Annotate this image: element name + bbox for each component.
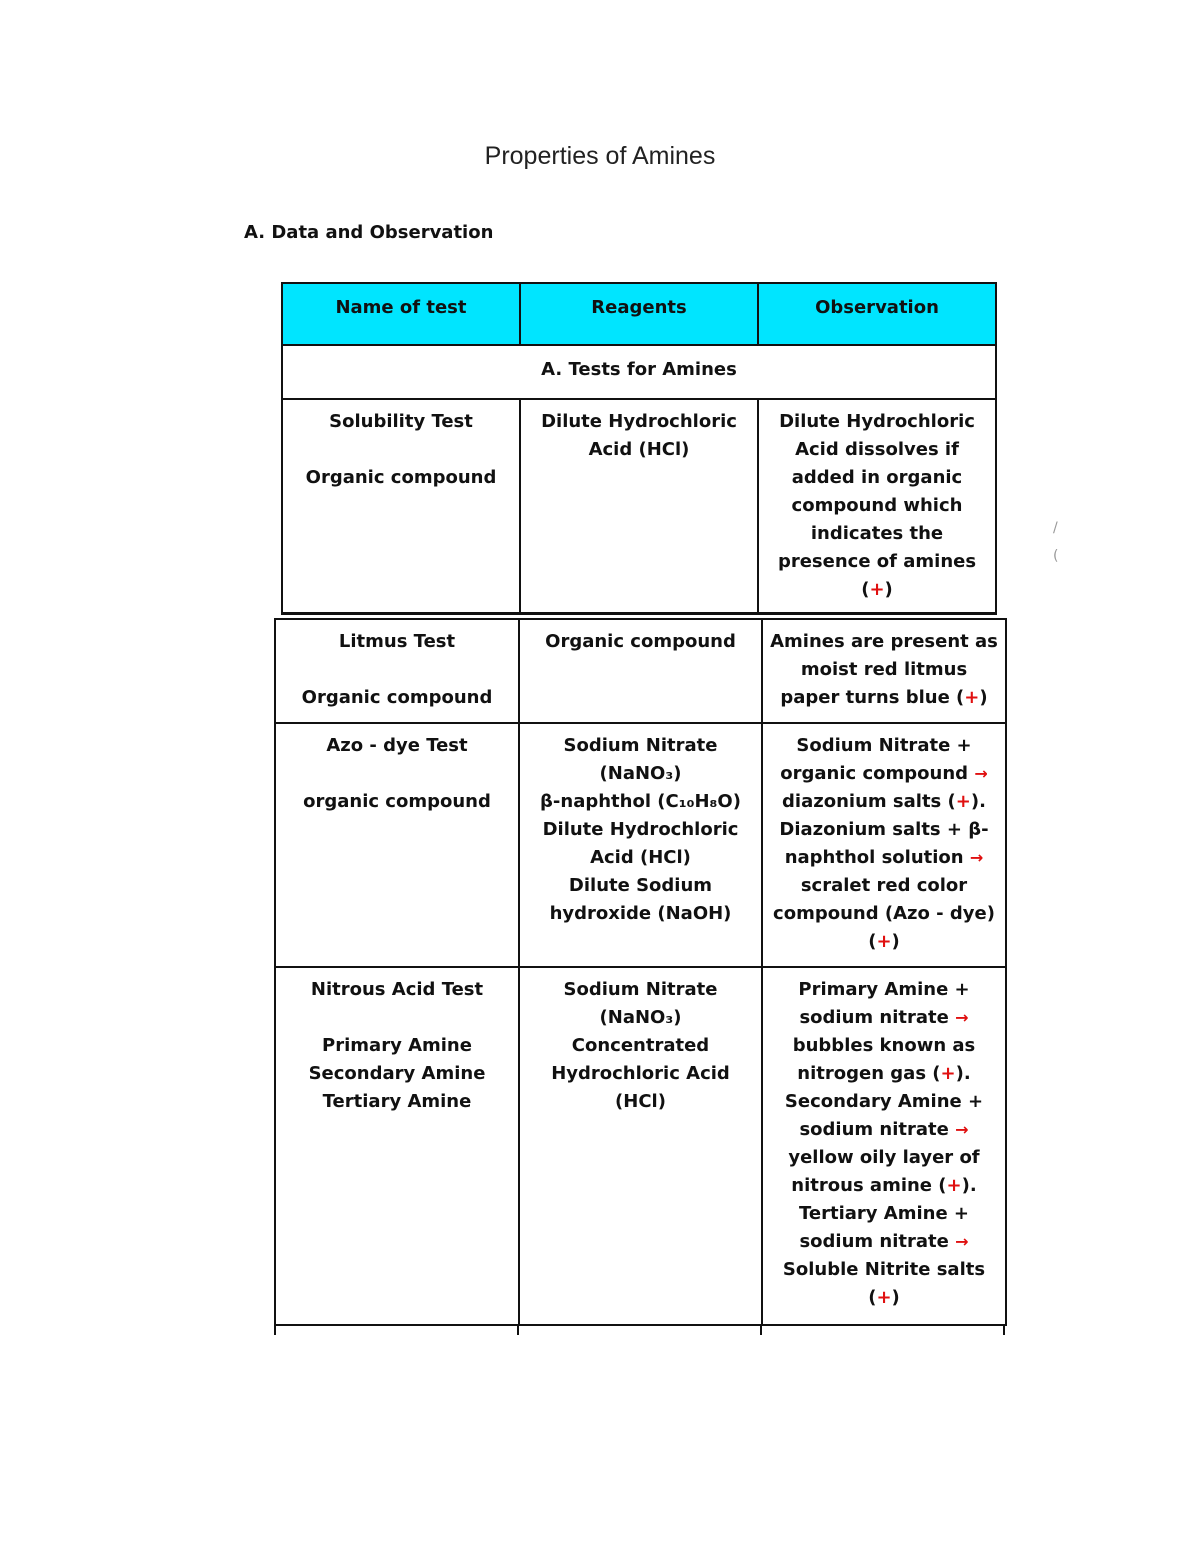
observation-text: Amines are present as moist red litmus paper turns blue ( — [770, 631, 998, 708]
test-name: Nitrous Acid Test — [310, 979, 484, 1000]
table-continuation-line — [517, 1325, 519, 1335]
arrow-icon: → — [955, 1008, 969, 1027]
table-continuation-line — [1003, 1325, 1005, 1335]
tests-table-body — [274, 618, 1007, 1326]
header-row — [282, 283, 996, 345]
table-row-solubility — [282, 399, 996, 614]
test-name-cell — [275, 619, 519, 723]
test-name: Solubility Test — [329, 411, 473, 432]
tests-table-header — [281, 282, 997, 615]
sample-name: Primary Amine — [322, 1035, 472, 1056]
positive-sign: + — [955, 791, 971, 812]
test-name: Azo - dye Test — [326, 735, 468, 756]
test-name-cell — [275, 723, 519, 967]
test-name-cell — [275, 967, 519, 1325]
reagent-item: Sodium Nitrate (NaNO₃) — [563, 979, 718, 1028]
subheader-row — [282, 345, 996, 399]
positive-sign: + — [964, 687, 980, 708]
reagent-item: β-naphthol (C₁₀H₈O) — [540, 791, 741, 812]
header-observation: Observation — [758, 283, 996, 345]
observation-cell: Primary Amine + sodium nitrate → bubbles known as nitrogen gas (+). Secondary Amine + sodium nitrate → yellow oily layer of nitrous amine (+). Tertiary Amine + sodium nitrate → Soluble Nitrite salts (+) — [762, 967, 1006, 1325]
positive-sign: + — [869, 579, 885, 600]
reagents-cell: Dilute Hydrochloric Acid (HCl) — [520, 399, 758, 614]
reagents-cell — [519, 967, 762, 1325]
table-continuation-line — [760, 1325, 762, 1335]
table-row-nitrous — [275, 967, 1006, 1325]
positive-sign: + — [946, 1175, 962, 1196]
page-title: Properties of Amines — [484, 142, 716, 170]
test-name: Litmus Test — [338, 631, 456, 652]
positive-sign: + — [876, 931, 892, 952]
reagent-item: Sodium Nitrate (NaNO₃) — [563, 735, 718, 784]
sample-name: Organic compound — [301, 687, 493, 708]
table-row-litmus — [275, 619, 1006, 723]
observation-cell: Sodium Nitrate + organic compound → diazonium salts (+). Diazonium salts + β-naphthol solution → scralet red color compound (Azo - dye) (+) — [762, 723, 1006, 967]
observation-text: Dilute Hydrochloric Acid dissolves if added in organic compound which indicates the presence of amines ( — [777, 411, 977, 600]
reagents-cell — [519, 723, 762, 967]
observation-cell — [762, 619, 1006, 723]
subheader-tests-for-amines: A. Tests for Amines — [282, 345, 996, 399]
sample-name: Tertiary Amine — [322, 1091, 472, 1112]
reagents-cell: Organic compound — [519, 619, 762, 723]
table-continuation-line — [274, 1325, 276, 1335]
observation-end: ) — [979, 687, 988, 708]
arrow-icon: → — [955, 1232, 969, 1251]
positive-sign: + — [876, 1287, 892, 1308]
header-name-of-test: Name of test — [282, 283, 520, 345]
header-reagents: Reagents — [520, 283, 758, 345]
reagent-item: Concentrated Hydrochloric Acid (HCl) — [551, 1035, 730, 1112]
reagent-item: Dilute Hydrochloric Acid (HCl) — [542, 819, 739, 868]
section-heading: A. Data and Observation — [244, 222, 494, 243]
reagent-item: Dilute Sodium hydroxide (NaOH) — [549, 875, 732, 924]
arrow-icon: → — [955, 1120, 969, 1139]
arrow-icon: → — [974, 764, 988, 783]
margin-mark: / — [1053, 520, 1058, 536]
test-name-cell — [282, 399, 520, 614]
margin-mark: ( — [1053, 548, 1059, 564]
sample-name: organic compound — [303, 791, 491, 812]
sample-name: Secondary Amine — [308, 1063, 486, 1084]
observation-cell — [758, 399, 996, 614]
table-row-azo — [275, 723, 1006, 967]
sample-name: Organic compound — [305, 467, 497, 488]
positive-sign: + — [940, 1063, 956, 1084]
observation-end: ) — [884, 579, 893, 600]
arrow-icon: → — [969, 848, 984, 867]
